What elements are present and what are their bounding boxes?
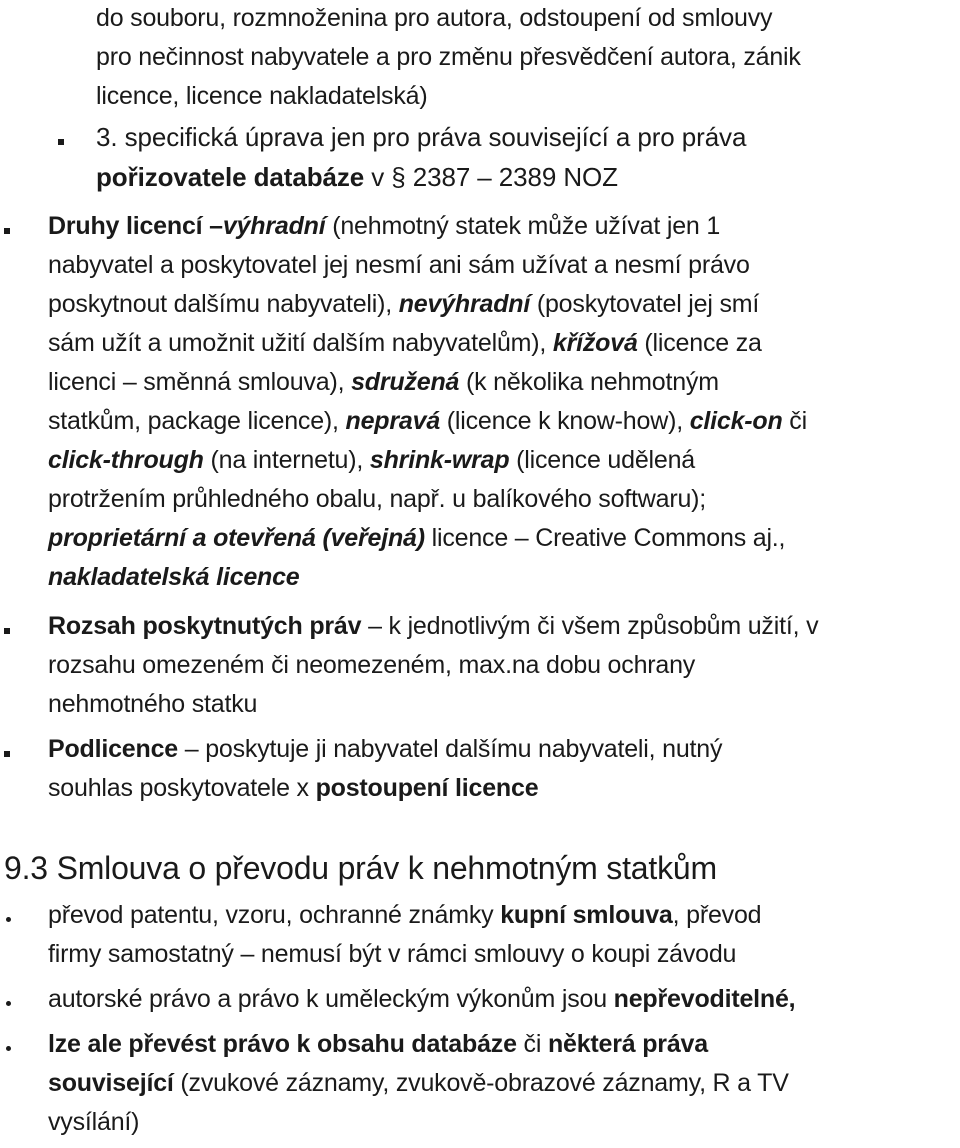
druhy-term-click-through: click-through <box>48 446 204 474</box>
druhy-line-7 <box>48 440 695 480</box>
druhy-label: Druhy licencí – <box>48 212 223 240</box>
druhy-term-krizova: křížová <box>552 329 638 357</box>
bullet1-text: převod patentu, vzoru, ochranné známky <box>48 901 501 929</box>
druhy-term-shrink-wrap: shrink-wrap <box>369 446 510 474</box>
druhy-text: či <box>782 407 807 435</box>
item3-rest: v § 2387 – 2389 NOZ <box>364 162 618 192</box>
rozsah-label: Rozsah poskytnutých práv <box>48 612 362 640</box>
druhy-line-1 <box>48 206 720 246</box>
item3-bold: pořizovatele databáze <box>96 162 365 192</box>
square-bullet-icon <box>4 228 10 234</box>
dot-bullet-icon <box>6 917 11 922</box>
druhy-line-6 <box>48 401 807 441</box>
bullet2-text: autorské právo a právo k uměleckým výkonům jsou <box>48 985 614 1013</box>
druhy-term-sdruzena: sdružená <box>351 368 460 396</box>
druhy-line-5 <box>48 362 719 402</box>
druhy-term-neprava: nepravá <box>345 407 441 435</box>
bullet3-bold: související <box>48 1069 174 1097</box>
square-bullet-icon <box>58 139 64 145</box>
bullet3-line-1 <box>48 1024 708 1064</box>
bullet2-bold: nepřevoditelné, <box>613 985 796 1013</box>
item3-line-1: 3. specifická úprava jen pro práva související a pro práva <box>96 122 747 152</box>
bullet3-text: (zvukové záznamy, zvukově-obrazové záznamy, R a TV <box>173 1069 789 1097</box>
bullet3-line-3: vysílání) <box>48 1108 140 1136</box>
druhy-line-9 <box>48 518 785 558</box>
druhy-text: statkům, package licence), <box>48 407 346 435</box>
intro-line-1: do souboru, rozmnoženina pro autora, odstoupení od smlouvy <box>96 4 773 32</box>
dot-bullet-icon <box>6 1001 11 1006</box>
bullet1-line-1 <box>48 895 761 935</box>
rozsah-line-3: nehmotného statku <box>48 690 258 718</box>
druhy-text: licence – Creative Commons aj., <box>424 524 786 552</box>
druhy-line-8: protržením průhledného obalu, např. u balíkového softwaru); <box>48 485 707 513</box>
bullet3-text: či <box>516 1030 548 1058</box>
druhy-text: (poskytovatel jej smí <box>530 290 760 318</box>
druhy-term-proprietarni: proprietární a otevřená (veřejná) <box>48 524 425 552</box>
bullet1-line-2: firmy samostatný – nemusí být v rámci smlouvy o koupi závodu <box>48 940 737 968</box>
druhy-term-click-on: click-on <box>689 407 783 435</box>
druhy-text: (k několika nehmotným <box>459 368 719 396</box>
podlicence-line-2 <box>48 768 538 808</box>
druhy-line-10: nakladatelská licence <box>48 563 300 591</box>
intro-line-2: pro nečinnost nabyvatele a pro změnu přesvědčení autora, zánik <box>96 43 801 71</box>
podlicence-text: souhlas poskytovatele x <box>48 774 316 802</box>
rozsah-line-2: rozsahu omezeném či neomezeném, max.na dobu ochrany <box>48 651 696 679</box>
square-bullet-icon <box>4 751 10 757</box>
druhy-text: (licence k know-how), <box>440 407 690 435</box>
rozsah-line-1 <box>48 606 818 646</box>
druhy-line-2: nabyvatel a poskytovatel jej nesmí ani sám užívat a nesmí právo <box>48 251 750 279</box>
druhy-term-vyhradni: výhradní <box>222 212 326 240</box>
druhy-line-3 <box>48 284 759 324</box>
podlicence-text: – poskytuje ji nabyvatel dalšímu nabyvateli, nutný <box>178 735 723 763</box>
druhy-text: (licence udělená <box>509 446 696 474</box>
podlicence-bold: postoupení licence <box>315 774 539 802</box>
druhy-text: sám užít a umožnit užití dalším nabyvatelům), <box>48 329 553 357</box>
bullet2-line-1 <box>48 979 795 1019</box>
druhy-text: licenci – směnná smlouva), <box>48 368 352 396</box>
druhy-text: (licence za <box>637 329 762 357</box>
druhy-text: (na internetu), <box>203 446 370 474</box>
section-heading: 9.3 Smlouva o převodu práv k nehmotným statkům <box>4 850 717 886</box>
druhy-line-4 <box>48 323 762 363</box>
intro-line-3: licence, licence nakladatelská) <box>96 82 428 110</box>
druhy-text: (nehmotný statek může užívat jen 1 <box>325 212 721 240</box>
bullet1-text: , převod <box>672 901 762 929</box>
druhy-term-nevyhradni: nevýhradní <box>398 290 531 318</box>
item3-line-2 <box>96 157 618 197</box>
druhy-text: poskytnout dalšímu nabyvateli), <box>48 290 399 318</box>
bullet3-bold: lze ale převést právo k obsahu databáze <box>48 1030 517 1058</box>
square-bullet-icon <box>4 628 10 634</box>
bullet3-bold: některá práva <box>547 1030 708 1058</box>
rozsah-text: – k jednotlivým či všem způsobům užití, v <box>361 612 819 640</box>
bullet1-bold: kupní smlouva <box>500 901 673 929</box>
dot-bullet-icon <box>6 1046 11 1051</box>
bullet3-line-2 <box>48 1063 789 1103</box>
podlicence-label: Podlicence <box>48 735 178 763</box>
podlicence-line-1 <box>48 729 722 769</box>
